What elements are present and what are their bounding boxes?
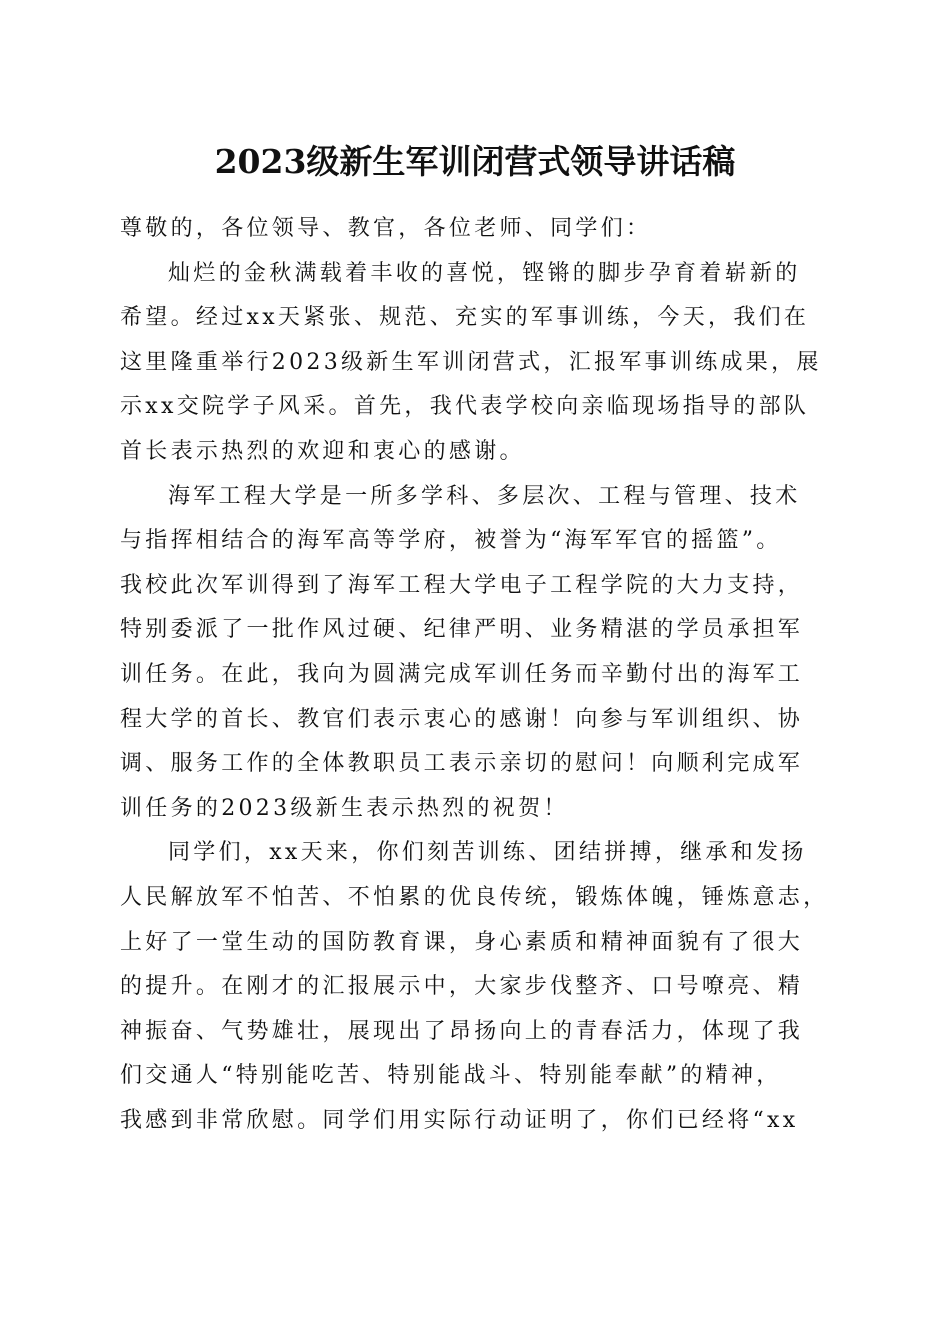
body-line: 训任务。在此，我向为圆满完成军训任务而辛勤付出的海军工 bbox=[120, 661, 804, 687]
body-line: 调、服务工作的全体教职员工表示亲切的慰问！向顺利完成军 bbox=[120, 751, 804, 777]
body-line: 灿烂的金秋满载着丰收的喜悦，铿锵的脚步孕育着崭新的 bbox=[168, 260, 801, 286]
body-line: 人民解放军不怕苦、不怕累的优良传统，锻炼体魄，锤炼意志， bbox=[120, 884, 829, 910]
body-line: 尊敬的，各位领导、教官，各位老师、同学们： bbox=[120, 216, 652, 241]
body-line: 程大学的首长、教官们表示衷心的感谢！向参与军训组织、协 bbox=[120, 706, 804, 732]
body-line: 示xx交院学子风采。首先，我代表学校向亲临现场指导的部队 bbox=[120, 394, 810, 420]
body-line: 这里隆重举行2023级新生军训闭营式，汇报军事训练成果，展 bbox=[120, 349, 822, 375]
body-line: 同学们，xx天来，你们刻苦训练、团结拼搏，继承和发扬 bbox=[168, 840, 807, 866]
document-title: 2023级新生军训闭营式领导讲话稿 bbox=[214, 142, 736, 181]
body-line: 海军工程大学是一所多学科、多层次、工程与管理、技术 bbox=[168, 483, 801, 509]
body-line: 希望。经过xx天紧张、规范、充实的军事训练，今天，我们在 bbox=[120, 305, 810, 331]
body-line: 首长表示热烈的欢迎和衷心的感谢。 bbox=[120, 438, 525, 464]
body-line: 与指挥相结合的海军高等学府，被誉为“海军军官的摇篮”。 bbox=[120, 528, 782, 554]
body-line: 特别委派了一批作风过硬、纪律严明、业务精湛的学员承担军 bbox=[120, 617, 804, 643]
body-line: 上好了一堂生动的国防教育课，身心素质和精神面貌有了很大 bbox=[120, 929, 804, 955]
body-line: 神振奋、气势雄壮，展现出了昂扬向上的青春活力，体现了我 bbox=[120, 1018, 804, 1044]
body-line: 我校此次军训得到了海军工程大学电子工程学院的大力支持， bbox=[120, 572, 804, 598]
body-line: 的提升。在刚才的汇报展示中，大家步伐整齐、口号嘹亮、精 bbox=[120, 974, 804, 1000]
document-body bbox=[120, 207, 832, 1143]
body-line: 们交通人“特别能吃苦、特别能战斗、特别能奉献”的精神， bbox=[120, 1063, 782, 1089]
body-line: 我感到非常欣慰。同学们用实际行动证明了，你们已经将“xx bbox=[120, 1107, 799, 1133]
body-line: 训任务的2023级新生表示热烈的祝贺！ bbox=[120, 795, 569, 821]
